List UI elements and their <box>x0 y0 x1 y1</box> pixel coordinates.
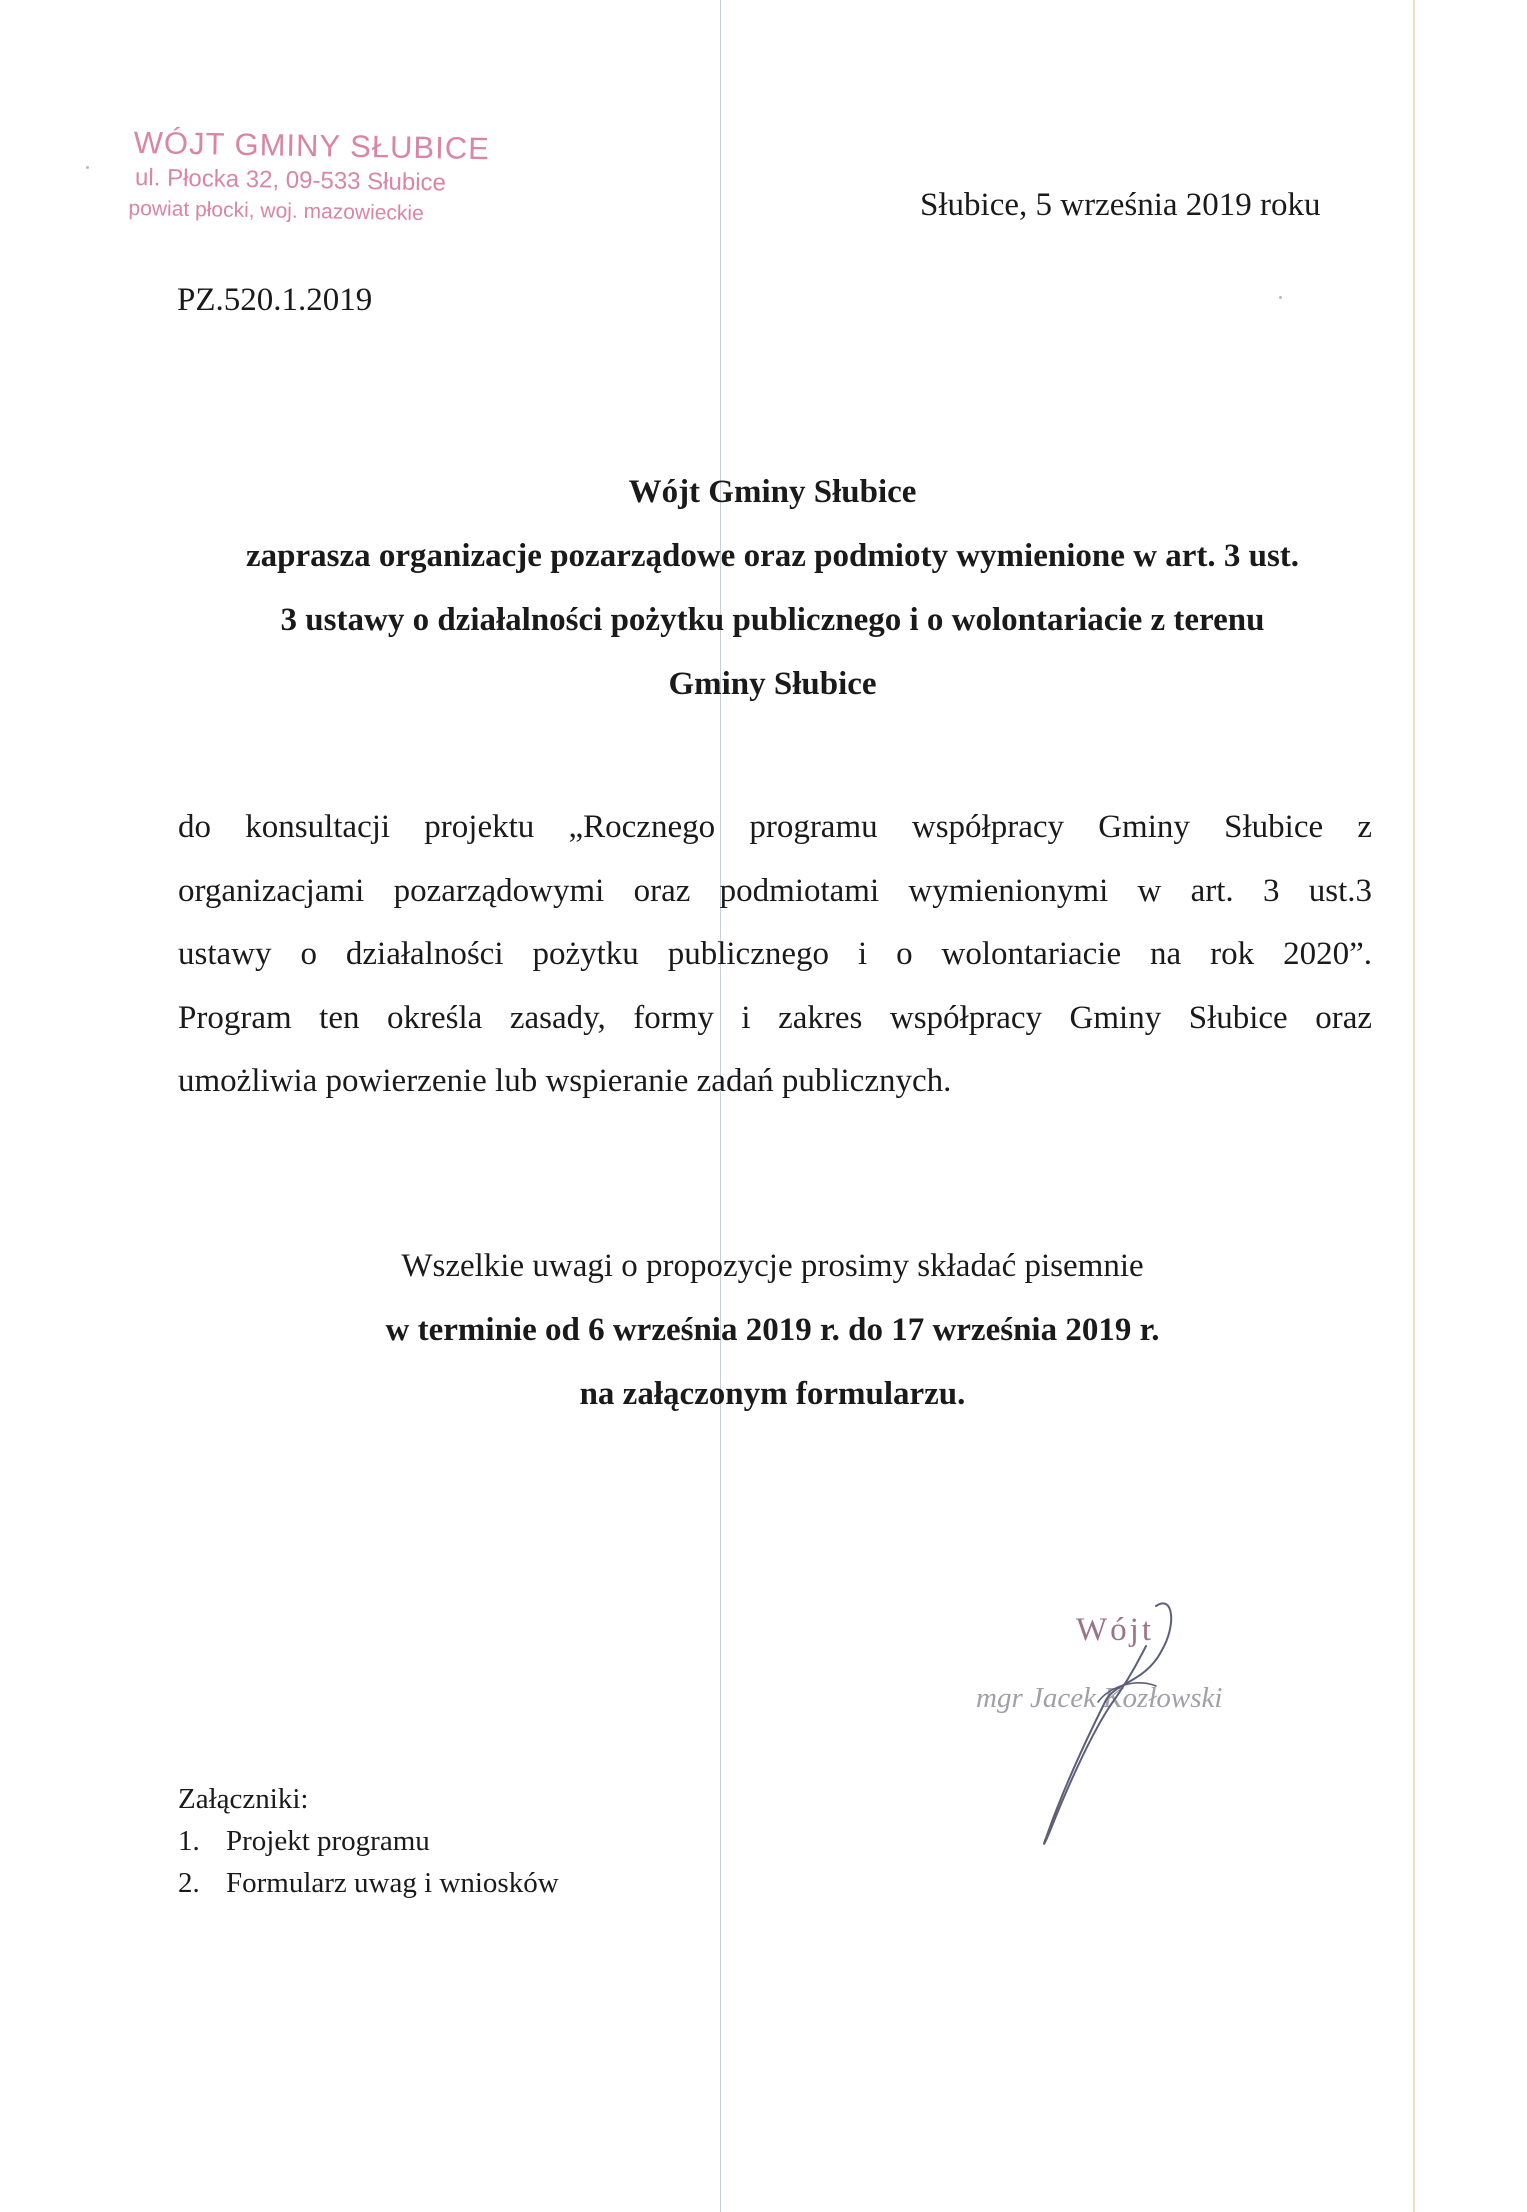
stamp-region: powiat płocki, woj. mazowieckie <box>128 196 424 226</box>
heading-line: 3 ustawy o działalności pożytku publicznego i o wolontariacie z terenu <box>280 602 1265 638</box>
stamp-address: ul. Płocka 32, 09-533 Słubice <box>134 164 447 197</box>
deadline-notice <box>120 1234 1425 1426</box>
attachments-label: Załączniki: <box>178 1783 309 1815</box>
paragraph-line: organizacjami pozarządowymi oraz podmiotami wymienionymi w art. 3 ust.3 <box>178 872 1372 909</box>
attachments-list <box>178 1778 559 1904</box>
attachments-items <box>178 1820 559 1904</box>
deadline-dates: w terminie od 6 września 2019 r. do 17 września 2019 r. <box>385 1312 1160 1348</box>
list-item <box>178 1862 559 1904</box>
deadline-line: Wszelkie uwagi o propozycje prosimy składać pisemnie <box>401 1248 1144 1284</box>
document-date: Słubice, 5 września 2019 roku <box>920 187 1321 223</box>
official-stamp <box>128 124 494 230</box>
list-item <box>178 1820 559 1862</box>
deadline-form-note: na załączonym formularzu. <box>579 1376 966 1412</box>
invitation-heading <box>120 460 1425 716</box>
list-item-text: Projekt programu <box>226 1825 430 1857</box>
list-item-text: Formularz uwag i wniosków <box>226 1867 559 1899</box>
signature-title: Wójt <box>1076 1612 1154 1648</box>
paragraph-line: umożliwia powierzenie lub wspieranie zadań publicznych. <box>178 1063 952 1099</box>
signature-block <box>960 1590 1300 1870</box>
paragraph-line: do konsultacji projektu „Rocznego programu współpracy Gminy Słubice z <box>178 809 1372 845</box>
scan-speck <box>1279 296 1282 299</box>
list-item-number: 1. <box>178 1825 200 1857</box>
scan-edge-line <box>1413 0 1415 2212</box>
paragraph-line: ustawy o działalności pożytku publicznego i o wolontariacie na rok 2020”. <box>178 936 1372 972</box>
stamp-title: WÓJT GMINY SŁUBICE <box>133 124 491 167</box>
paragraph-line: Program ten określa zasady, formy i zakres współpracy Gminy Słubice oraz <box>178 999 1372 1036</box>
heading-line: Gminy Słubice <box>668 666 877 702</box>
consultation-paragraph <box>178 796 1372 1114</box>
signature-name: mgr Jacek Kozłowski <box>976 1682 1223 1714</box>
handwritten-signature <box>960 1590 1300 1870</box>
heading-line: zaprasza organizacje pozarządowe oraz podmioty wymienione w art. 3 ust. <box>245 538 1300 574</box>
reference-number: PZ.520.1.2019 <box>177 282 373 318</box>
list-item-number: 2. <box>178 1867 200 1899</box>
scan-speck <box>86 166 89 169</box>
heading-line: Wójt Gminy Słubice <box>628 474 917 510</box>
